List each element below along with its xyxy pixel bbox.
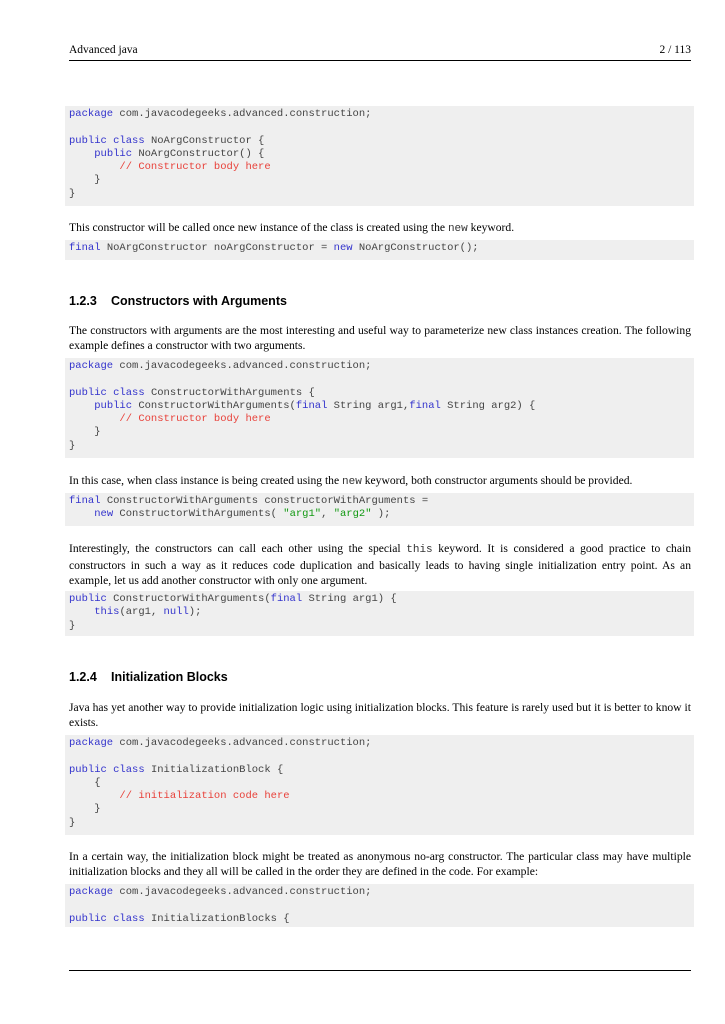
code-token: com.javacodegeeks.advanced.construction; [113, 886, 372, 898]
code-token: public [69, 593, 107, 605]
code-line [69, 108, 694, 121]
code-token: // initialization code here [119, 790, 290, 803]
code-token: new [333, 242, 353, 254]
code-token [69, 790, 119, 802]
code-token: NoArgConstructor() { [132, 147, 265, 160]
code-line [69, 913, 694, 926]
code-token: public [94, 147, 133, 160]
code-line [69, 373, 694, 386]
code-token: public [69, 763, 107, 776]
code-token: null [163, 606, 189, 619]
code-token: class [113, 134, 145, 147]
section-heading: 1.2.3 Constructors with Arguments [69, 294, 287, 308]
code-token: } [69, 426, 101, 439]
code-token: (arg1, [119, 606, 164, 619]
page-header [69, 42, 691, 61]
code-token: String arg2) { [440, 399, 536, 412]
code-token: class [113, 386, 145, 399]
code-token [69, 161, 119, 173]
code-token: String arg1) { [302, 593, 397, 605]
code-token: } [69, 803, 101, 816]
code-token: } [69, 816, 76, 829]
code-token: final [270, 593, 303, 605]
code-line [69, 148, 694, 161]
code-token: ); [188, 606, 202, 619]
code-token: // Constructor body here [119, 413, 271, 426]
code-token: class [113, 912, 145, 925]
code-token: } [69, 619, 76, 632]
code-token: final [69, 495, 101, 507]
code-token: ConstructorWithArguments { [144, 386, 315, 399]
code-token: "arg2" [333, 508, 372, 521]
code-block [65, 358, 694, 458]
code-token: package [69, 360, 114, 372]
paragraph: This constructor will be called once new instance of the class is created using the new keyword. [69, 221, 515, 235]
code-token: ConstructorWithArguments( [113, 508, 284, 521]
paragraph: Interestingly, the constructors can call each other using the special this keyword. It is considered a good practice to chain constructors in such a way as it reduces code duplication and basically leads to having single initialization entry point. As an example, let us add another constructor with only one argument. [69, 542, 691, 587]
code-line [69, 161, 694, 174]
code-line [69, 360, 694, 373]
code-token: public [69, 912, 107, 925]
code-token: public [69, 386, 107, 399]
code-line [69, 750, 694, 763]
code-token: package [69, 737, 114, 749]
code-line [69, 803, 694, 816]
footer-rule [69, 970, 691, 971]
code-token: package [69, 886, 114, 898]
code-token: public [69, 134, 107, 147]
code-token: NoArgConstructor(); [352, 242, 479, 254]
code-token: } [69, 439, 76, 452]
code-line [69, 508, 694, 521]
code-line [69, 817, 694, 830]
code-line [69, 188, 694, 201]
code-token: final [295, 399, 328, 412]
code-line [69, 764, 694, 777]
code-line [69, 387, 694, 400]
code-token [69, 413, 119, 425]
code-block [65, 106, 694, 206]
code-token: , [321, 508, 334, 521]
code-line [69, 135, 694, 148]
code-token: { [69, 776, 101, 789]
code-line [69, 620, 694, 633]
paragraph: Java has yet another way to provide initialization logic using initialization blocks. This feature is rarely used but it is better to know it exists. [69, 701, 691, 729]
code-token: ); [371, 508, 391, 521]
code-line [69, 899, 694, 912]
code-token: } [69, 187, 76, 200]
code-token: InitializationBlock { [144, 763, 284, 776]
code-token [69, 400, 94, 412]
code-token: package [69, 108, 114, 120]
code-token: this [94, 606, 120, 619]
code-line [69, 121, 694, 134]
document-title: Advanced java [69, 44, 138, 56]
code-token: com.javacodegeeks.advanced.construction; [113, 108, 372, 120]
code-token [69, 148, 94, 160]
code-token: NoArgConstructor { [144, 134, 265, 147]
page-number: 2 / 113 [659, 44, 691, 56]
code-block [65, 591, 694, 636]
code-token: ConstructorWithArguments( [132, 399, 296, 412]
code-token: class [113, 763, 145, 776]
code-token: com.javacodegeeks.advanced.construction; [113, 737, 372, 749]
code-line [69, 400, 694, 413]
code-block [65, 240, 694, 260]
paragraph: In this case, when class instance is being created using the new keyword, both constructor arguments should be provided. [69, 474, 633, 488]
code-line [69, 886, 694, 899]
code-token: ConstructorWithArguments constructorWithArguments = [100, 495, 429, 507]
code-line [69, 242, 694, 255]
code-token: // Constructor body here [119, 161, 271, 174]
code-line [69, 174, 694, 187]
code-line [69, 426, 694, 439]
code-token: com.javacodegeeks.advanced.construction; [113, 360, 372, 372]
code-token: "arg1" [283, 508, 322, 521]
code-line [69, 737, 694, 750]
code-line [69, 495, 694, 508]
code-token [69, 606, 94, 618]
code-block [65, 735, 694, 835]
code-line [69, 606, 694, 619]
code-token: final [409, 399, 441, 412]
code-token: } [69, 174, 101, 187]
code-block [65, 493, 694, 526]
code-block [65, 884, 694, 927]
code-token: ConstructorWithArguments( [106, 593, 271, 605]
code-line [69, 440, 694, 453]
section-heading: 1.2.4 Initialization Blocks [69, 670, 228, 684]
code-token: new [94, 508, 114, 521]
code-token: public [94, 399, 133, 412]
code-token: String arg1, [327, 399, 410, 412]
code-line [69, 413, 694, 426]
code-token: InitializationBlocks { [144, 912, 290, 925]
code-token: NoArgConstructor noArgConstructor = [100, 242, 334, 254]
code-line [69, 790, 694, 803]
code-token [69, 508, 94, 520]
code-line [69, 777, 694, 790]
code-token: final [69, 242, 101, 254]
paragraph: In a certain way, the initialization block might be treated as anonymous no-arg constructor. The particular class may have multiple initialization blocks and they all will be called in the order they are defined in the code. For example: [69, 850, 691, 878]
code-line [69, 593, 694, 606]
paragraph: The constructors with arguments are the most interesting and useful way to parameterize new class instances creation. The following example defines a constructor with two arguments. [69, 324, 691, 352]
